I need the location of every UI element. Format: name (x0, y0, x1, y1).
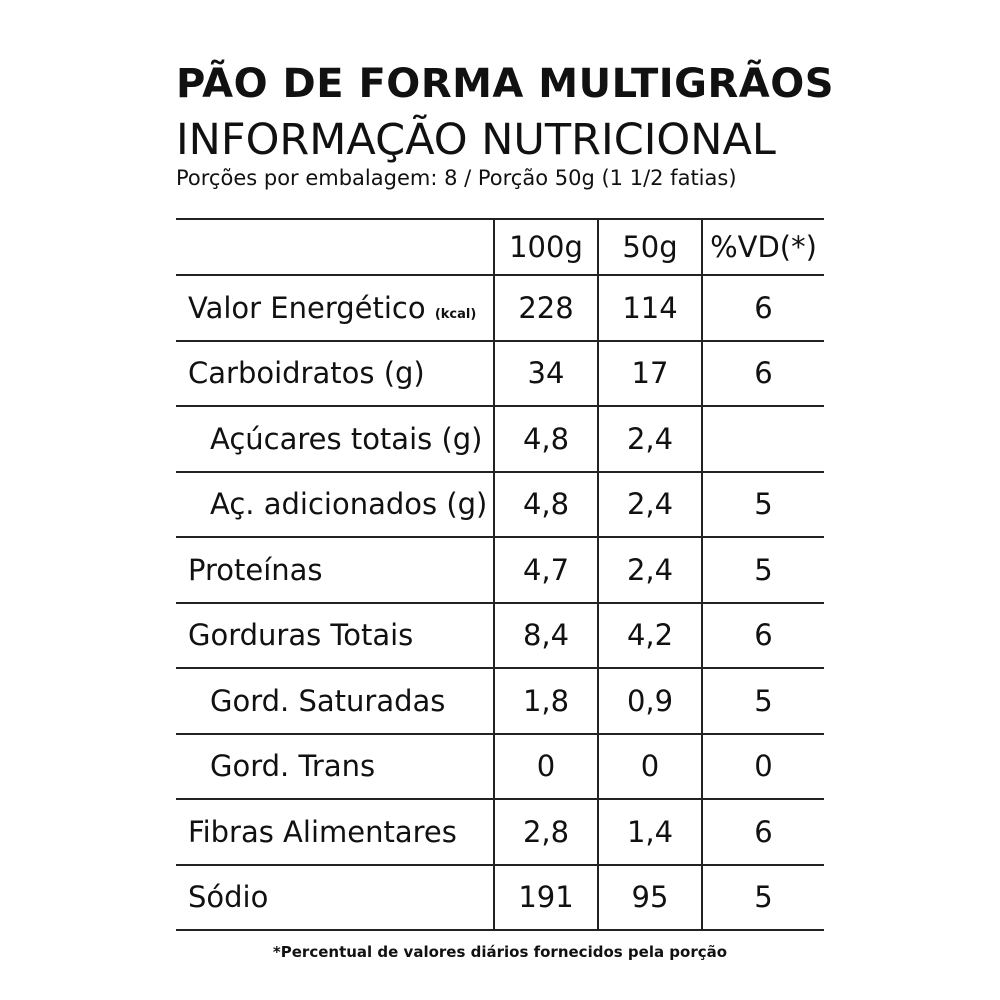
nutrient-name: Fibras Alimentares (188, 814, 457, 849)
value-vd: 0 (702, 734, 824, 800)
value-vd: 6 (702, 603, 824, 669)
footnote: *Percentual de valores diários fornecidos pela porção (272, 943, 728, 961)
table-row (176, 537, 824, 603)
value-100g: 2,8 (494, 799, 598, 865)
serving-info: Porções por embalagem: 8 / Porção 50g (1 1/2 fatias) (176, 166, 737, 190)
header-blank-cell (176, 219, 494, 275)
nutrient-unit: (kcal) (434, 306, 477, 322)
nutrient-label: Valor Energético (188, 290, 426, 325)
value-50g: 2,4 (598, 406, 702, 472)
table-row (176, 275, 824, 341)
header-vd: %VD(*) (702, 219, 824, 275)
value-vd: 6 (702, 275, 824, 341)
value-100g: 4,8 (494, 406, 598, 472)
value-100g: 228 (494, 275, 598, 341)
nutrient-name: Proteínas (188, 552, 323, 587)
value-vd: 5 (702, 537, 824, 603)
value-100g: 0 (494, 734, 598, 800)
value-50g: 0 (598, 734, 702, 800)
nutrition-info-title: INFORMAÇÃO NUTRICIONAL (176, 115, 776, 165)
table-row (176, 603, 824, 669)
value-vd (702, 406, 824, 472)
nutrition-table (176, 218, 824, 931)
value-100g: 1,8 (494, 668, 598, 734)
table-row (176, 341, 824, 407)
value-50g: 0,9 (598, 668, 702, 734)
nutrient-name: Gord. Saturadas (210, 683, 446, 718)
nutrient-name: Aç. adicionados (g) (210, 487, 488, 522)
value-50g: 95 (598, 865, 702, 931)
value-50g: 4,2 (598, 603, 702, 669)
value-vd: 5 (702, 865, 824, 931)
table-row (176, 799, 824, 865)
nutrient-name: Gorduras Totais (188, 618, 414, 653)
table-row (176, 734, 824, 800)
header-50g: 50g (598, 219, 702, 275)
value-50g: 2,4 (598, 472, 702, 538)
value-50g: 1,4 (598, 799, 702, 865)
nutrient-name: Açúcares totais (g) (210, 421, 483, 456)
value-vd: 5 (702, 472, 824, 538)
value-vd: 6 (702, 799, 824, 865)
nutrient-name: Carboidratos (g) (188, 356, 425, 391)
table-row (176, 865, 824, 931)
value-50g: 114 (598, 275, 702, 341)
nutrient-name: Sódio (188, 880, 269, 915)
table-header-row (176, 219, 824, 275)
value-100g: 34 (494, 341, 598, 407)
nutrient-name (176, 275, 494, 341)
header-100g: 100g (494, 219, 598, 275)
value-vd: 6 (702, 341, 824, 407)
table-row (176, 668, 824, 734)
value-100g: 4,8 (494, 472, 598, 538)
value-50g: 2,4 (598, 537, 702, 603)
table-row (176, 406, 824, 472)
value-100g: 191 (494, 865, 598, 931)
value-vd: 5 (702, 668, 824, 734)
label-header (176, 58, 836, 192)
table-row (176, 472, 824, 538)
value-50g: 17 (598, 341, 702, 407)
value-100g: 8,4 (494, 603, 598, 669)
product-name: PÃO DE FORMA MULTIGRÃOS (176, 61, 835, 107)
value-100g: 4,7 (494, 537, 598, 603)
nutrient-name: Gord. Trans (210, 749, 376, 784)
